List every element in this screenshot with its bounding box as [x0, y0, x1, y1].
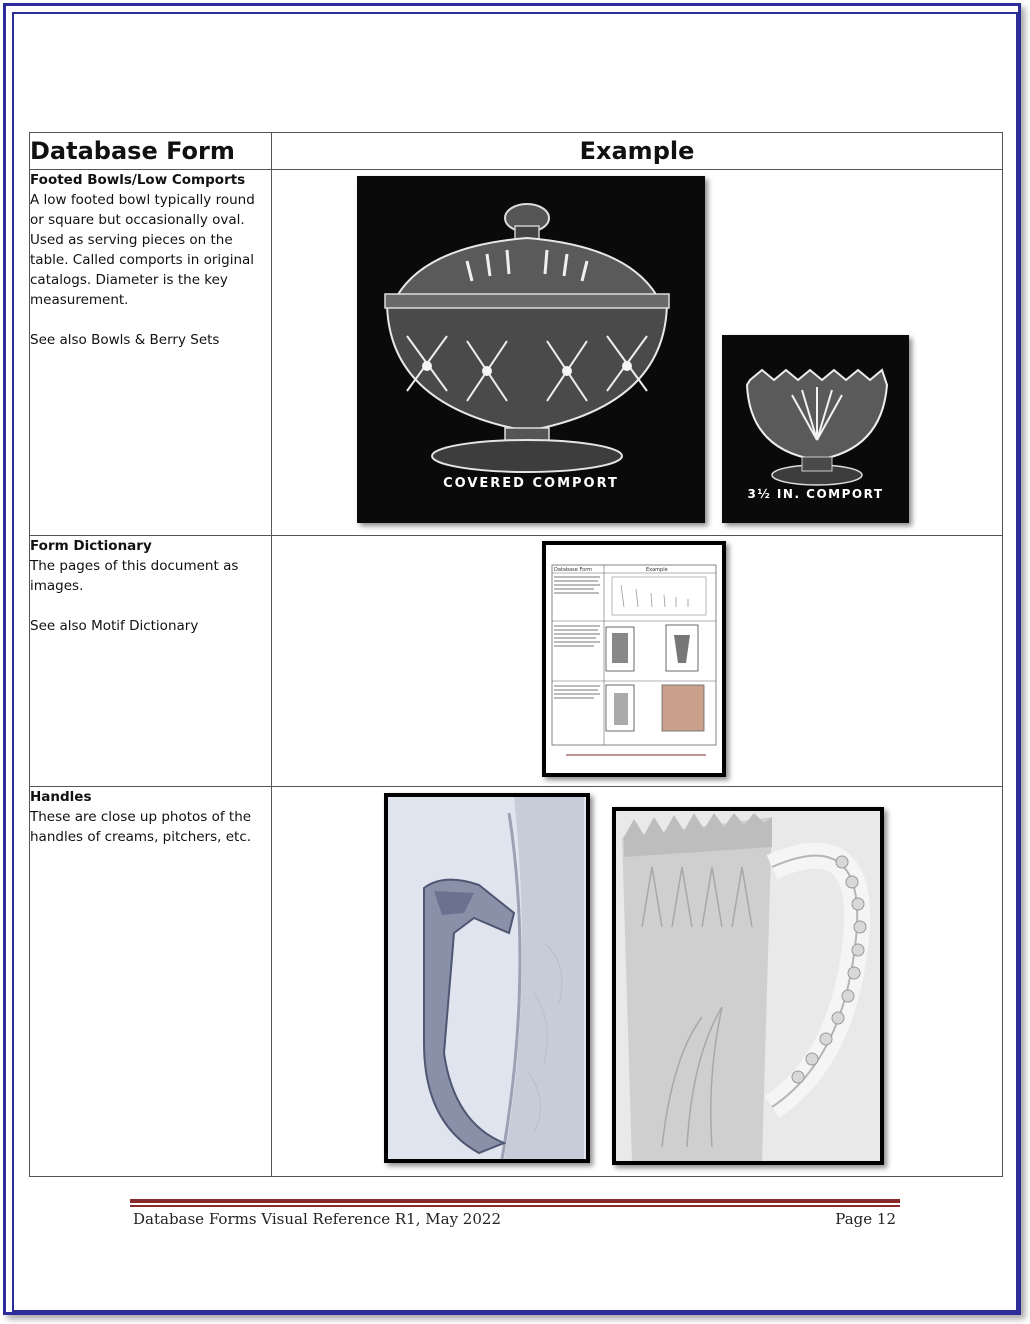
row-see-also: See also Motif Dictionary: [30, 618, 199, 634]
row-title: Form Dictionary: [30, 538, 152, 554]
row-title: Handles: [30, 789, 92, 805]
covered-comport-image: [357, 176, 705, 523]
row-description: [30, 170, 272, 536]
handle-photo-right-illustration: [612, 807, 884, 1165]
thumb-header-example: Example: [646, 567, 668, 573]
row-see-also: See also Bowls & Berry Sets: [30, 332, 220, 348]
covered-comport-caption: COVERED COMPORT: [443, 476, 619, 491]
row-example: [272, 536, 1003, 787]
table-row: [30, 170, 1003, 536]
row-description: [30, 536, 272, 787]
row-example: [272, 170, 1003, 536]
table-header-row: [30, 133, 1003, 170]
row-body: The pages of this document as images.: [30, 558, 239, 594]
row-description: [30, 787, 272, 1177]
header-example: Example: [272, 133, 1003, 170]
small-comport-caption: 3½ IN. COMPORT: [747, 487, 884, 501]
header-database-form: Database Form: [30, 133, 272, 170]
page-thumbnail: [542, 541, 726, 777]
footer-document-title: Database Forms Visual Reference R1, May 2022: [133, 1210, 501, 1228]
page-thumbnail-illustration: [546, 545, 722, 773]
small-comport-image: [722, 335, 909, 523]
row-title: Footed Bowls/Low Comports: [30, 172, 246, 188]
table-row: [30, 787, 1003, 1177]
table-row: [30, 536, 1003, 787]
covered-comport-illustration: [357, 176, 705, 523]
handle-photo-left: [384, 793, 590, 1163]
footer-rule-thin: [130, 1205, 900, 1207]
thumb-header-form: Database Form: [554, 567, 593, 573]
handle-photo-left-illustration: [384, 793, 590, 1163]
row-body: These are close up photos of the handles of creams, pitchers, etc.: [30, 809, 252, 845]
handle-photo-right: [612, 807, 884, 1165]
footer-page-number: Page 12: [835, 1210, 896, 1228]
row-body: A low footed bowl typically round or square but occasionally oval. Used as serving pieces on the table. Called comports in original catalogs. Diameter is the key measurement.: [30, 192, 255, 308]
row-example: [272, 787, 1003, 1177]
forms-table: [29, 132, 1003, 1177]
footer-rule-thick: [130, 1199, 900, 1203]
